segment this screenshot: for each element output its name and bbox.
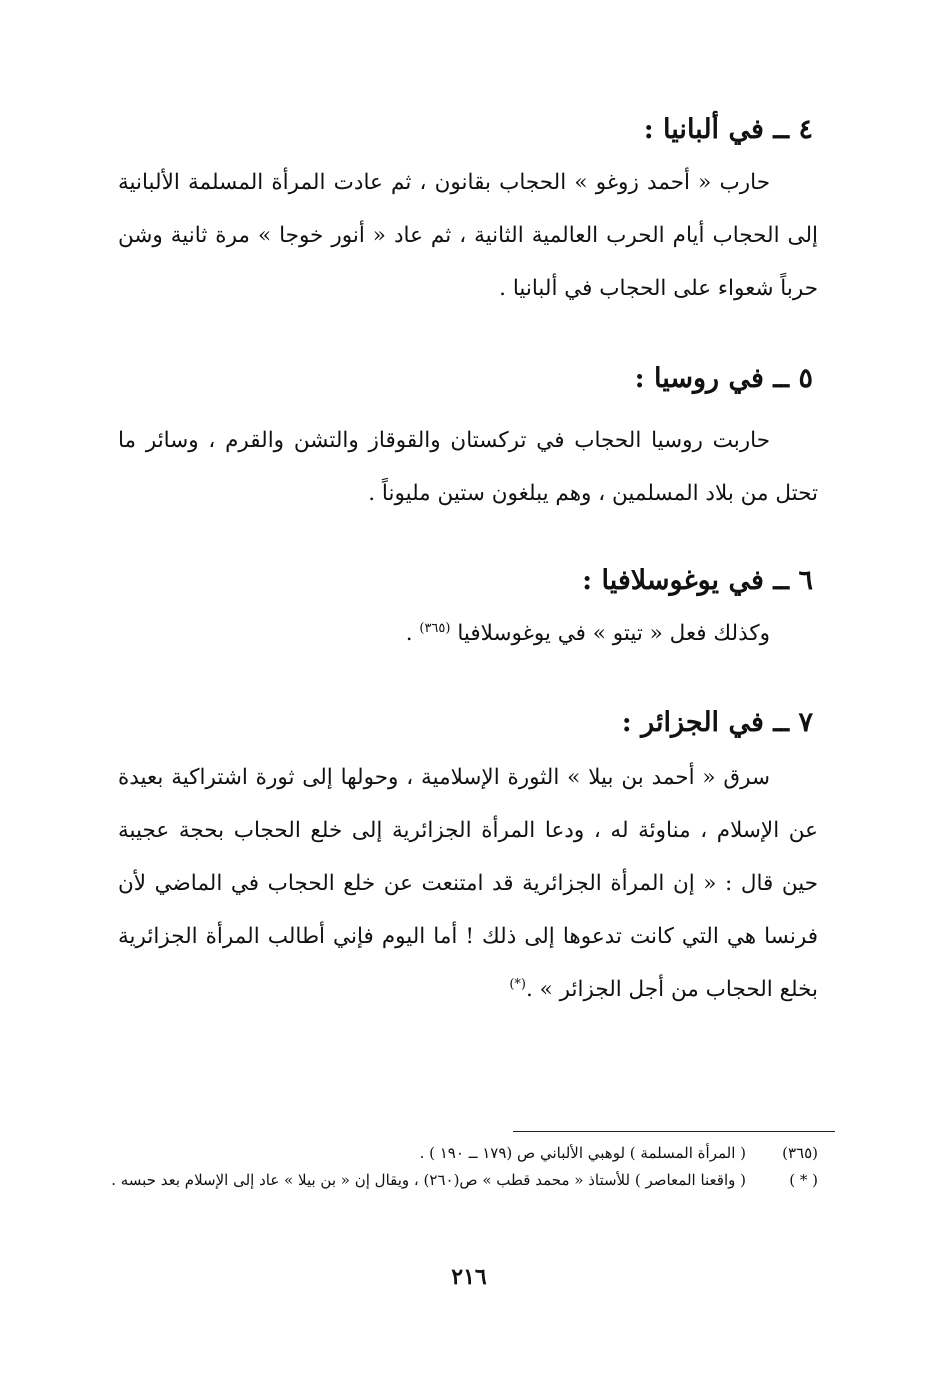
section-heading-albania: ٤ ــ في ألبانيا : (643, 114, 813, 145)
section-paragraph-yugoslavia (118, 607, 818, 660)
paragraph-tail: . (405, 621, 420, 646)
footnote-reference: (٣٦٥) (419, 620, 451, 636)
section-paragraph-algeria (118, 751, 818, 1016)
paragraph-text: حاربت روسيا الحجاب في تركستان والقوقاز والتشن والقرم ، وسائر ما تحتل من بلاد المسلمين ، وهم يبلغون ستين مليوناً . (118, 428, 818, 506)
footnote-text: ( واقعنا المعاصر ) للأستاذ « محمد قطب » ص(٢٦٠) ، ويقال إن « بن بيلا » عاد إلى الإسلام بعد حبسه . (111, 1171, 746, 1189)
footnote-marker: ( * ) (789, 1171, 818, 1189)
footnote-text: ( المرأة المسلمة ) لوهبي الألباني ص (١٧٩ ــ ١٩٠ ) . (419, 1144, 746, 1162)
section-paragraph-russia (118, 414, 818, 520)
footnote-365 (106, 1140, 818, 1167)
section-heading-yugoslavia: ٦ ــ في يوغوسلافيا : (582, 565, 813, 596)
footnote-star (106, 1167, 818, 1194)
footnotes (106, 1140, 818, 1194)
footnote-reference: (*) (509, 976, 526, 992)
paragraph-text: وكذلك فعل « تيتو » في يوغوسلافيا (457, 621, 770, 646)
paragraph-text: حارب « أحمد زوغو » الحجاب بقانون ، ثم عادت المرأة المسلمة الألبانية إلى الحجاب أيام الحرب العالمية الثانية ، ثم عاد « أنور خوجا » مرة ثانية وشن حرباً شعواء على الحجاب في ألبانيا . (118, 170, 818, 301)
section-paragraph-albania (118, 156, 818, 315)
paragraph-text: سرق « أحمد بن بيلا » الثورة الإسلامية ، وحولها إلى ثورة اشتراكية بعيدة عن الإسلام ، مناوئة له ، ودعا المرأة الجزائرية إلى خلع الحجاب بحجة عجيبة حين قال : « إن المرأة الجزائرية قد امتنعت عن خلع الحجاب في الماضي لأن فرنسا هي التي كانت تدعوها إلى ذلك ! أما اليوم فإني أطالب المرأة الجزائرية بخلع الحجاب من أجل الجزائر » . (118, 765, 818, 1002)
section-heading-algeria: ٧ ــ في الجزائر : (621, 707, 813, 738)
page-number: ٢١٦ (451, 1264, 487, 1290)
footnote-separator (513, 1131, 835, 1132)
section-heading-russia: ٥ ــ في روسيا : (634, 363, 813, 394)
footnote-marker: (٣٦٥) (782, 1144, 818, 1162)
